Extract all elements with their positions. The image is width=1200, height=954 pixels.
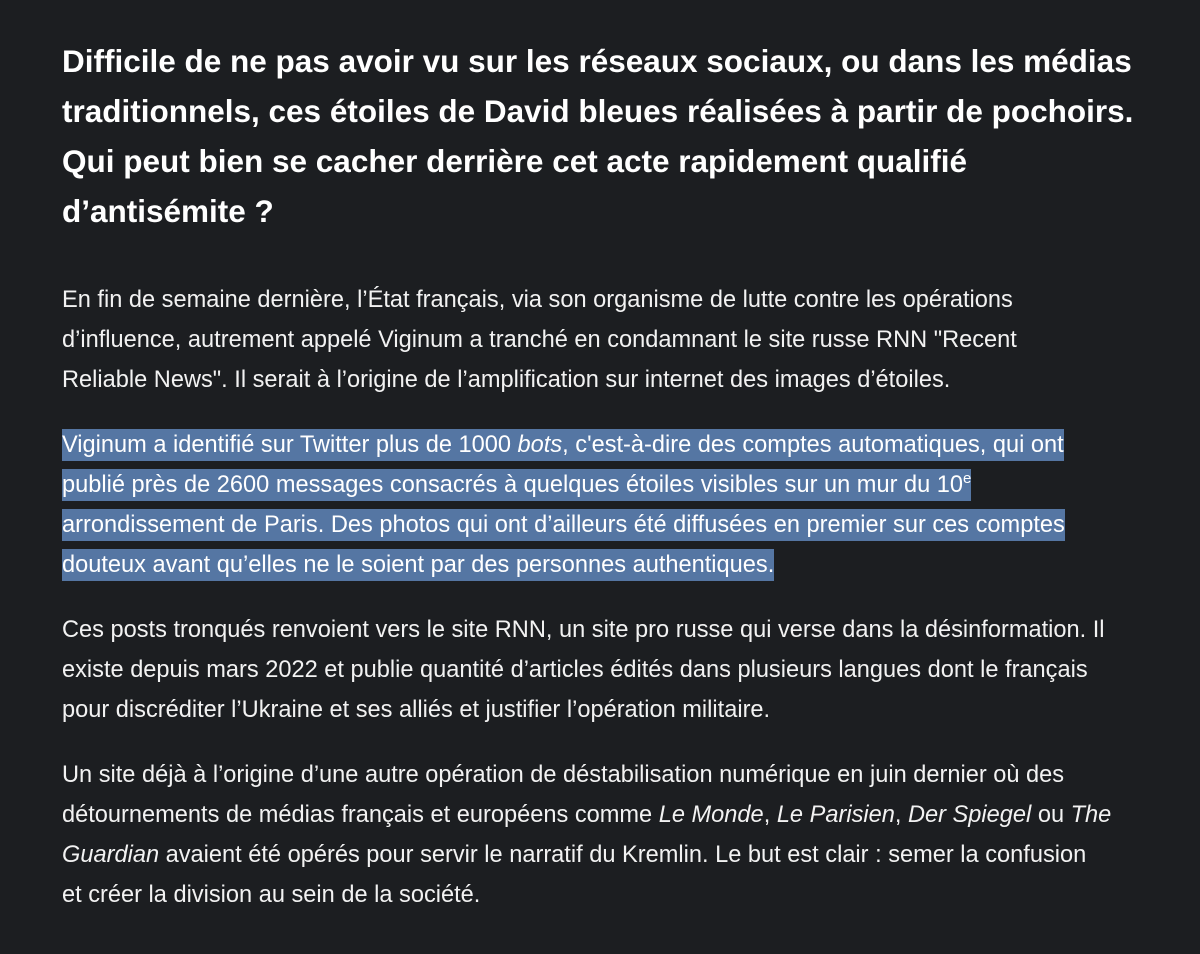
- paragraph-media-hijack: [62, 755, 1182, 915]
- paragraph-bots-selected[interactable]: [62, 425, 1182, 585]
- text-line: pour discréditer l’Ukraine et ses alliés et justifier l’opération militaire.: [62, 697, 771, 723]
- text-fragment: douteux avant qu’elles ne le soient par des personnes authentiques.: [62, 552, 775, 578]
- text-line: d’influence, autrement appelé Viginum a tranché en condamnant le site russe RNN "Recent: [62, 327, 1017, 353]
- text-line: et créer la division au sein de la société.: [62, 882, 481, 908]
- text-line: Ces posts tronqués renvoient vers le site RNN, un site pro russe qui verse dans la désinformation. Il: [62, 617, 1105, 643]
- lede-line: d’antisémite ?: [62, 193, 274, 229]
- text-fragment: ,: [763, 802, 777, 828]
- text-fragment: arrondissement de Paris. Des photos qui ont d’ailleurs été diffusées en premier sur ces comptes: [62, 512, 1065, 538]
- lede-line: traditionnels, ces étoiles de David bleues réalisées à partir de pochoirs.: [62, 93, 1134, 129]
- media-title-le-monde: Le Monde: [658, 802, 764, 828]
- text-line: existe depuis mars 2022 et publie quantité d’articles édités dans plusieurs langues dont le français: [62, 657, 1088, 683]
- lede-line: Difficile de ne pas avoir vu sur les réseaux sociaux, ou dans les médias: [62, 43, 1132, 79]
- paragraph-viginum-intro: [62, 280, 1182, 400]
- article-lede: [62, 36, 1182, 236]
- media-title-the-guardian-part2: Guardian: [62, 842, 160, 868]
- italic-term-bots: bots: [517, 432, 563, 458]
- media-title-the-guardian-part1: The: [1070, 802, 1112, 828]
- media-title-le-parisien: Le Parisien: [776, 802, 895, 828]
- text-fragment: ,: [894, 802, 908, 828]
- text-fragment: publié près de 2600 messages consacrés à quelques étoiles visibles sur un mur du 10: [62, 472, 964, 498]
- ordinal-superscript: e: [963, 470, 972, 488]
- lede-line: Qui peut bien se cacher derrière cet acte rapidement qualifié: [62, 143, 968, 179]
- text-fragment: , c'est-à-dire des comptes automatiques, qui ont: [562, 432, 1064, 458]
- selected-text[interactable]: [62, 549, 774, 581]
- selected-text[interactable]: [62, 469, 971, 501]
- text-line: Un site déjà à l’origine d’une autre opération de déstabilisation numérique en juin dernier où des: [62, 762, 1065, 788]
- paragraph-rnn-site: [62, 610, 1182, 730]
- text-fragment: avaient été opérés pour servir le narratif du Kremlin. Le but est clair : semer la confusion: [159, 842, 1087, 868]
- article-body: [62, 36, 1182, 940]
- text-fragment: ou: [1031, 802, 1071, 828]
- selected-text[interactable]: [62, 429, 1064, 461]
- media-title-der-spiegel: Der Spiegel: [907, 802, 1032, 828]
- selected-text[interactable]: [62, 509, 1065, 541]
- text-line: Reliable News". Il serait à l’origine de l’amplification sur internet des images d’étoiles.: [62, 367, 951, 393]
- text-fragment: détournements de médias français et européens comme: [62, 802, 659, 828]
- text-fragment: Viginum a identifié sur Twitter plus de 1000: [62, 432, 518, 458]
- text-line: En fin de semaine dernière, l’État français, via son organisme de lutte contre les opérations: [62, 287, 1013, 313]
